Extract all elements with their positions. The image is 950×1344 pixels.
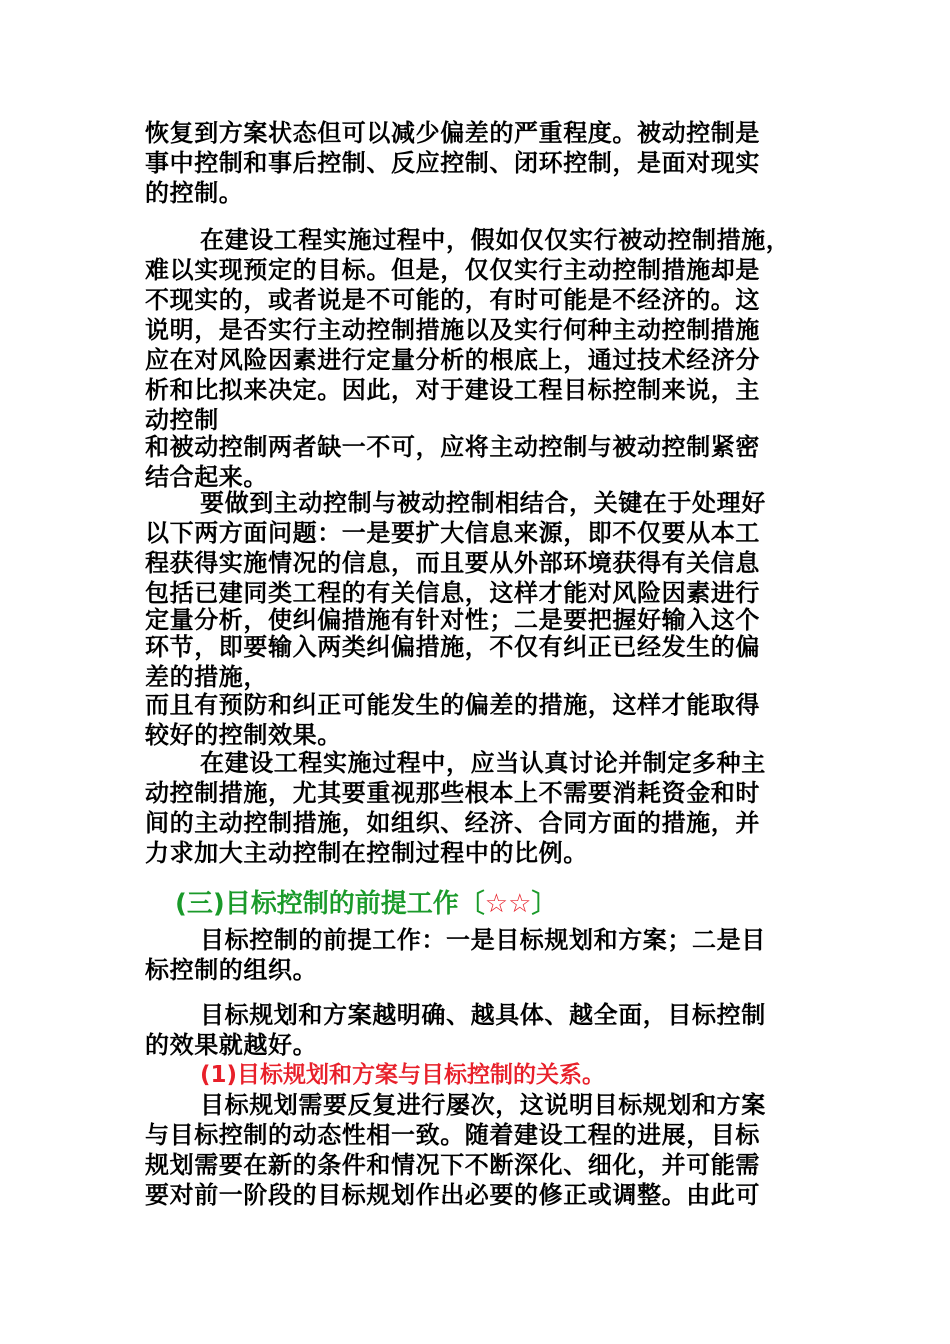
para2-line: 结合起来。: [145, 462, 268, 491]
heading-bracket-open: 〔: [458, 889, 485, 919]
subheading: (1)目标规划和方案与目标控制的关系。: [200, 1062, 606, 1088]
para3-line: 而且有预防和纠正可能发生的偏差的措施，这样才能取得: [145, 690, 760, 719]
para1-line: 事中控制和事后控制、反应控制、闭环控制，是面对现实: [145, 148, 760, 177]
para3-line: 以下两方面问题：一是要扩大信息来源，即不仅要从本工: [145, 518, 760, 547]
para7-line: 规划需要在新的条件和情况下不断深化、细化，并可能需: [145, 1150, 760, 1179]
para3-line: 要做到主动控制与被动控制相结合，关键在于处理好: [200, 488, 766, 517]
para4-line: 在建设工程实施过程中，应当认真讨论并制定多种主: [200, 748, 766, 777]
para3-line: 程获得实施情况的信息，而且要从外部环境获得有关信息: [145, 548, 760, 577]
para7-line: 要对前一阶段的目标规划作出必要的修正或调整。由此可: [145, 1180, 760, 1209]
para6-line: 目标规划和方案越明确、越具体、越全面，目标控制: [200, 1000, 766, 1029]
para3-line: 定量分析，使纠偏措施有针对性；二是要把握好输入这个: [145, 605, 760, 634]
para3-line: 较好的控制效果。: [145, 720, 342, 749]
para5-line: 标控制的组织。: [145, 955, 318, 984]
para4-line: 间的主动控制措施，如组织、经济、合同方面的措施，并: [145, 808, 760, 837]
section-heading-text: (三)目标控制的前提工作: [175, 889, 459, 919]
para4-line: 动控制措施，尤其要重视那些根本上不需要消耗资金和时: [145, 778, 760, 807]
para2-line: 不现实的，或者说是不可能的，有时可能是不经济的。这: [145, 285, 760, 314]
para2-line: 和被动控制两者缺一不可，应将主动控制与被动控制紧密: [145, 432, 760, 461]
para3-line: 差的措施，: [145, 662, 268, 691]
section-heading: [175, 888, 557, 920]
para1-line: 的控制。: [145, 178, 244, 207]
para2-line: 应在对风险因素进行定量分析的根底上，通过技术经济分: [145, 345, 760, 374]
para7-line: 目标规划需要反复进行屡次，这说明目标规划和方案: [200, 1090, 766, 1119]
heading-bracket-close: 〕: [531, 889, 558, 919]
para2-line: 在建设工程实施过程中，假如仅仅实行被动控制措施，: [200, 225, 791, 254]
para5-line: 目标控制的前提工作：一是目标规划和方案；二是目: [200, 925, 766, 954]
para3-line: 包括已建同类工程的有关信息，这样才能对风险因素进行: [145, 578, 760, 607]
para2-line: 析和比拟来决定。因此，对于建设工程目标控制来说，主: [145, 375, 760, 404]
rating-stars: ☆☆: [484, 889, 532, 919]
para2-line: 说明，是否实行主动控制措施以及实行何种主动控制措施: [145, 315, 760, 344]
para2-line: 动控制: [145, 405, 219, 434]
para7-line: 与目标控制的动态性相一致。随着建设工程的进展，目标: [145, 1120, 760, 1149]
para6-line: 的效果就越好。: [145, 1030, 318, 1059]
para2-line: 难以实现预定的目标。但是，仅仅实行主动控制措施却是: [145, 255, 760, 284]
para4-line: 力求加大主动控制在控制过程中的比例。: [145, 838, 588, 867]
para3-line: 环节，即要输入两类纠偏措施，不仅有纠正已经发生的偏: [145, 632, 760, 661]
para1-line: 恢复到方案状态但可以减少偏差的严重程度。被动控制是: [145, 118, 760, 147]
